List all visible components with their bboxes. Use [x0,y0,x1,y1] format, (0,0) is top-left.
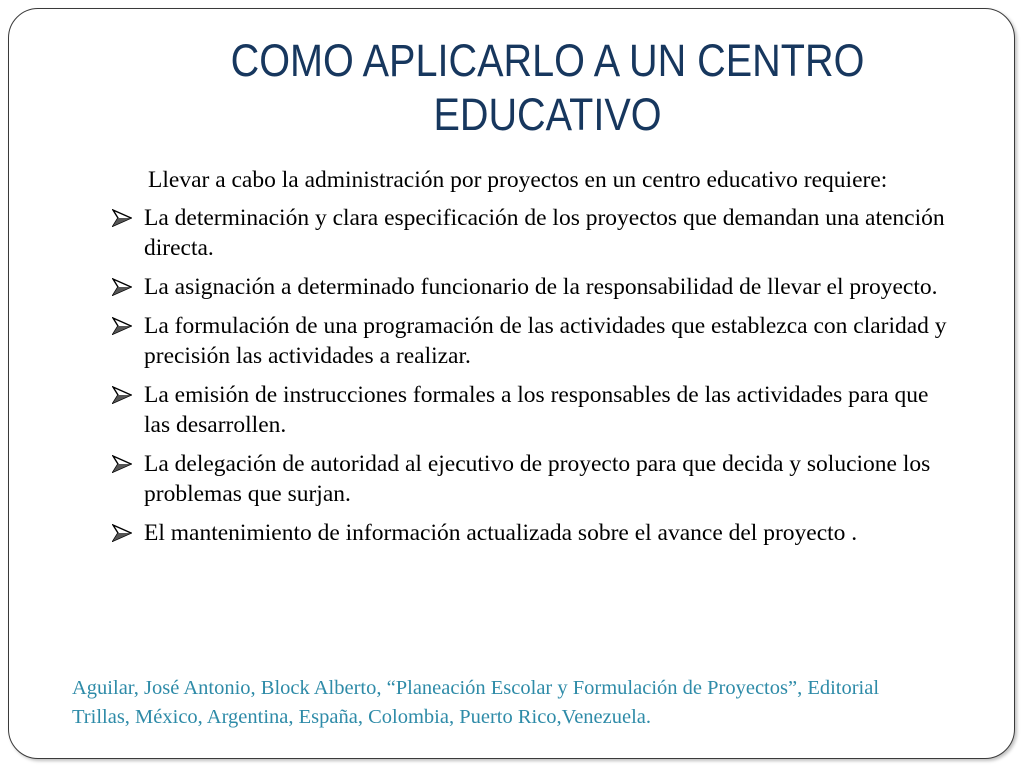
citation-line: Aguilar, José Antonio, Block Alberto, “Planeación Escolar y Formulación de Proyectos”, Editorial [72,677,880,699]
bullet-text: La delegación de autoridad al ejecutivo de proyecto para que decida y solucione los problemas que surjan. [144,451,931,507]
bullet-item [108,203,958,263]
arrow-bullet-icon [112,386,132,404]
bullet-list [108,203,958,548]
arrow-bullet-icon [112,317,132,335]
arrow-bullet-icon [112,524,132,542]
slide-body [108,165,958,557]
bullet-text: El mantenimiento de información actualizada sobre el avance del proyecto . [144,520,858,546]
title-line: EDUCATIVO [433,89,662,140]
bullet-text: La emisión de instrucciones formales a los responsables de las actividades para que las desarrollen. [144,382,929,438]
slide-title [119,34,977,142]
arrow-bullet-icon [112,455,132,473]
citation [72,674,972,732]
bullet-item [108,449,958,509]
bullet-text: La determinación y clara especificación de los proyectos que demandan una atención directa. [144,205,945,261]
bullet-item [108,272,958,302]
bullet-text: La formulación de una programación de las actividades que establezca con claridad y precisión las actividades a realizar. [144,313,947,369]
intro-text: Llevar a cabo la administración por proyectos en un centro educativo requiere: [148,167,888,193]
citation-line: Trillas, México, Argentina, España, Colombia, Puerto Rico,Venezuela. [72,706,652,728]
title-line: COMO APLICARLO A UN CENTRO [230,35,865,86]
bullet-item [108,518,958,548]
arrow-bullet-icon [112,278,132,296]
bullet-text: La asignación a determinado funcionario de la responsabilidad de llevar el proyecto. [144,274,938,300]
bullet-item [108,311,958,371]
arrow-bullet-icon [112,209,132,227]
bullet-item [108,380,958,440]
